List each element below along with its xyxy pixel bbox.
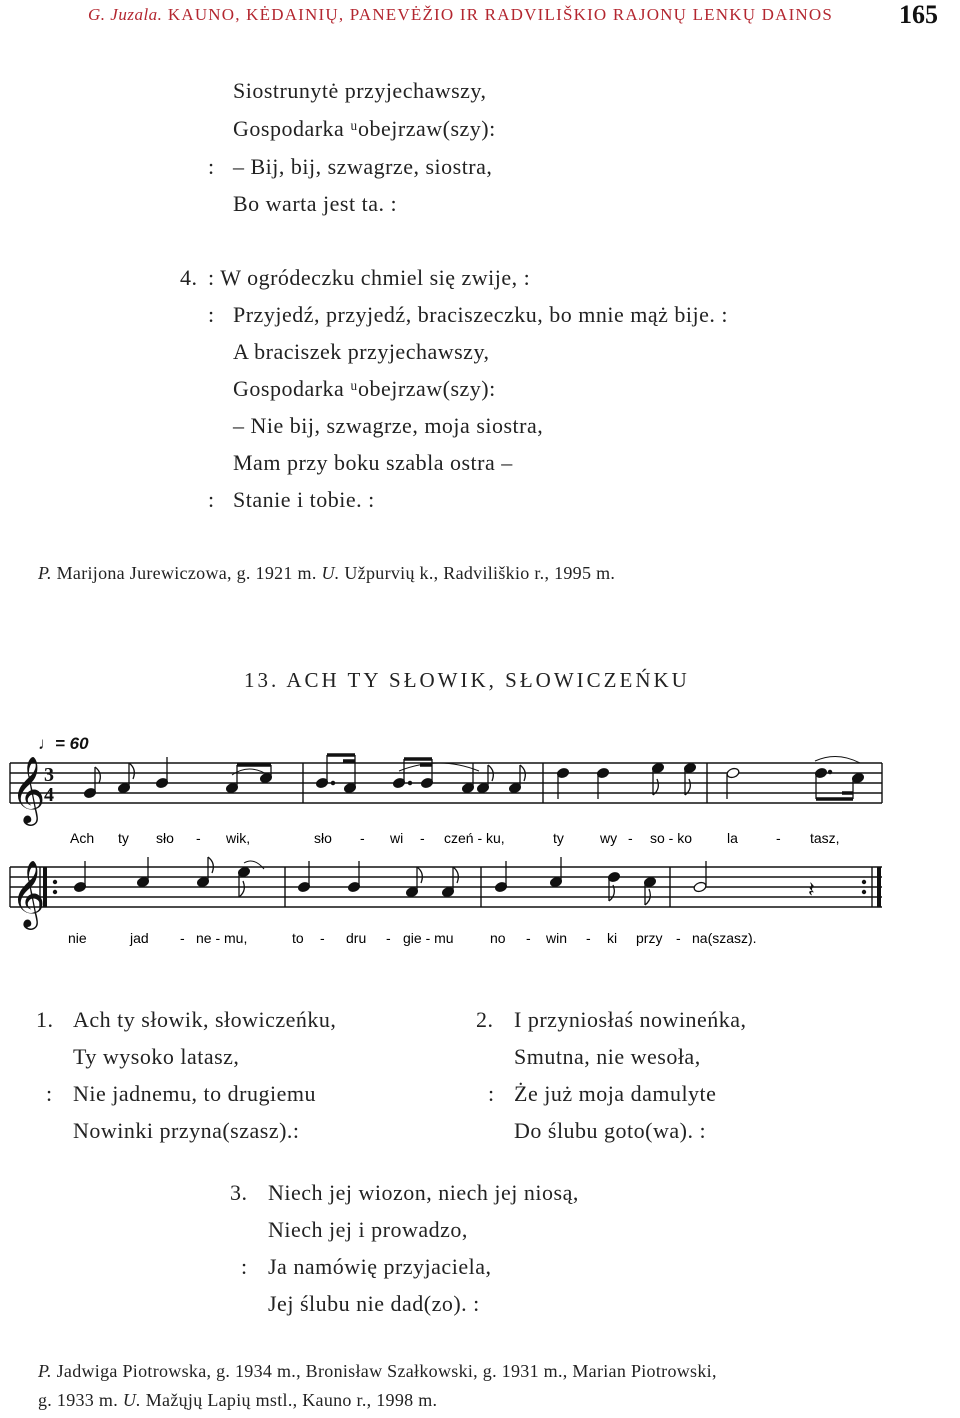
svg-text:ki: ki [607, 930, 618, 946]
svg-text:-: - [196, 830, 201, 846]
quarter-rest-icon: 𝄽 [808, 878, 815, 903]
svg-text:-: - [526, 930, 531, 946]
svg-text:so - ko: so - ko [650, 830, 693, 846]
treble-clef-icon: 𝄞 [11, 755, 46, 823]
verse-line: A braciszek przyjechawszy, [233, 339, 490, 364]
svg-text:tasz,: tasz, [810, 830, 840, 846]
svg-text:-: - [628, 830, 633, 846]
staff-1 [10, 755, 882, 846]
svg-text:-: - [586, 930, 591, 946]
source-note-2-cont [38, 1390, 437, 1411]
notes-staff-2 [73, 857, 707, 905]
stanza-line: Nowinki przyna(szasz).: [73, 1118, 300, 1143]
running-header [88, 5, 833, 25]
stanza-line: Niech jej wiozon, niech jej niosą, [268, 1180, 579, 1205]
song-title: 13. ACH TY SŁOWIK, SŁOWICZEŃKU [244, 668, 690, 692]
place-text: Užpurvių k., Radviliškio r., 1995 m. [344, 563, 616, 583]
lyrics-row-1 [70, 830, 840, 846]
place-label: U. [321, 563, 340, 583]
svg-text:no: no [490, 930, 506, 946]
stanza-line: Nie jadnemu, to drugiemu [73, 1081, 316, 1106]
stanza-line: Smutna, nie wesoła, [514, 1044, 701, 1069]
header-author: G. Juzala. [88, 5, 163, 24]
svg-text:-: - [386, 930, 391, 946]
stanza-line: Do ślubu goto(wa). : [514, 1118, 707, 1143]
tempo-marking: ♩= 60 [38, 734, 89, 753]
verse-line: : W ogródeczku chmiel się zwije, : [208, 265, 531, 290]
svg-text:ne - mu,: ne - mu, [196, 930, 248, 946]
stanza-line: Ja namówię przyjaciela, [268, 1254, 492, 1279]
staff-2 [10, 857, 882, 946]
svg-text:ty: ty [553, 830, 564, 846]
verse-line: Gospodarka ᵘobejrzaw(szy): [233, 376, 496, 401]
svg-text:-: - [420, 830, 425, 846]
svg-text:czeń - ku,: czeń - ku, [444, 830, 505, 846]
repeat-mark: : [241, 1254, 248, 1279]
time-signature-top: 3 [44, 764, 54, 786]
page-number: 165 [899, 0, 938, 29]
verse-line: Mam przy boku szabla ostra – [233, 450, 513, 475]
svg-text:dru: dru [346, 930, 367, 946]
svg-text:-: - [320, 930, 325, 946]
time-signature-bottom: 4 [44, 784, 54, 806]
svg-text:la: la [727, 830, 738, 846]
stanza-line: Jej ślubu nie dad(zo). : [268, 1291, 480, 1316]
svg-text:win: win [546, 930, 568, 946]
performer-label: P. [38, 563, 52, 583]
svg-text:wik,: wik, [226, 830, 251, 846]
stanza-number: 1. [36, 1007, 54, 1032]
svg-text:jad: jad [130, 930, 149, 946]
performer-text: Marijona Jurewiczowa, g. 1921 m. [56, 563, 317, 583]
stanza-number: 2. [476, 1007, 494, 1032]
stanza-line: Że już moja damulyte [514, 1081, 717, 1106]
place-label: U. [122, 1390, 141, 1410]
stanza-line: Ach ty słowik, słowiczeńku, [73, 1007, 337, 1032]
place-text: Mažųjų Lapių mstl., Kauno r., 1998 m. [145, 1390, 438, 1410]
svg-text:wi: wi [390, 830, 404, 846]
performer-label: P. [38, 1361, 52, 1381]
source-note-2 [38, 1361, 717, 1382]
verse-line: Przyjedź, przyjedź, braciszeczku, bo mnie mąż bije. : [233, 302, 729, 327]
svg-text:-: - [180, 930, 185, 946]
verse-line: Gospodarka ᵘobejrzaw(szy): [233, 116, 496, 141]
repeat-mark: : [208, 487, 215, 512]
svg-text:przy: przy [636, 930, 663, 946]
verse-line: – Bij, bij, szwagrze, siostra, [233, 154, 493, 179]
svg-text:Ach: Ach [70, 830, 95, 846]
treble-clef-icon: 𝄞 [11, 859, 46, 927]
repeat-mark: : [46, 1081, 53, 1106]
svg-text:-: - [360, 830, 365, 846]
stanza-line: Ty wysoko latasz, [73, 1044, 240, 1069]
source-note [38, 563, 615, 584]
svg-text:ty: ty [118, 830, 129, 846]
svg-text:-: - [776, 830, 781, 846]
verse-line: – Nie bij, szwagrze, moja siostra, [233, 413, 544, 438]
performer-text-cont: g. 1933 m. [38, 1390, 119, 1410]
repeat-mark: : [488, 1081, 495, 1106]
music-score [0, 725, 960, 955]
svg-text:sło: sło [314, 830, 332, 846]
svg-text:gie - mu: gie - mu [403, 930, 454, 946]
verse-line: Stanie i tobie. : [233, 487, 375, 512]
repeat-mark: : [208, 302, 215, 327]
svg-text:-: - [676, 930, 681, 946]
header-title: KAUNO, KĖDAINIŲ, PANEVĖŽIO IR RADVILIŠKIO RAJONŲ LENKŲ DAINOS [167, 5, 834, 24]
svg-text:na(szasz).: na(szasz). [692, 930, 757, 946]
verse-number: 4. [180, 265, 198, 290]
stanza-line: I przyniosłaś nowineńka, [514, 1007, 747, 1032]
stanza-line: Niech jej i prowadzo, [268, 1217, 468, 1242]
performer-text: Jadwiga Piotrowska, g. 1934 m., Bronisław Szałkowski, g. 1931 m., Marian Piotrowski, [56, 1361, 717, 1381]
repeat-mark: : [208, 154, 215, 179]
stanza-number: 3. [230, 1180, 248, 1205]
verse-line: Siostrunytė przyjechawszy, [233, 78, 487, 103]
svg-text:nie: nie [68, 930, 87, 946]
lyrics-row-2 [68, 930, 757, 946]
svg-text:wy: wy [600, 830, 618, 846]
verse-line: Bo warta jest ta. : [233, 191, 398, 216]
svg-text:to: to [292, 930, 304, 946]
svg-text:sło: sło [156, 830, 174, 846]
